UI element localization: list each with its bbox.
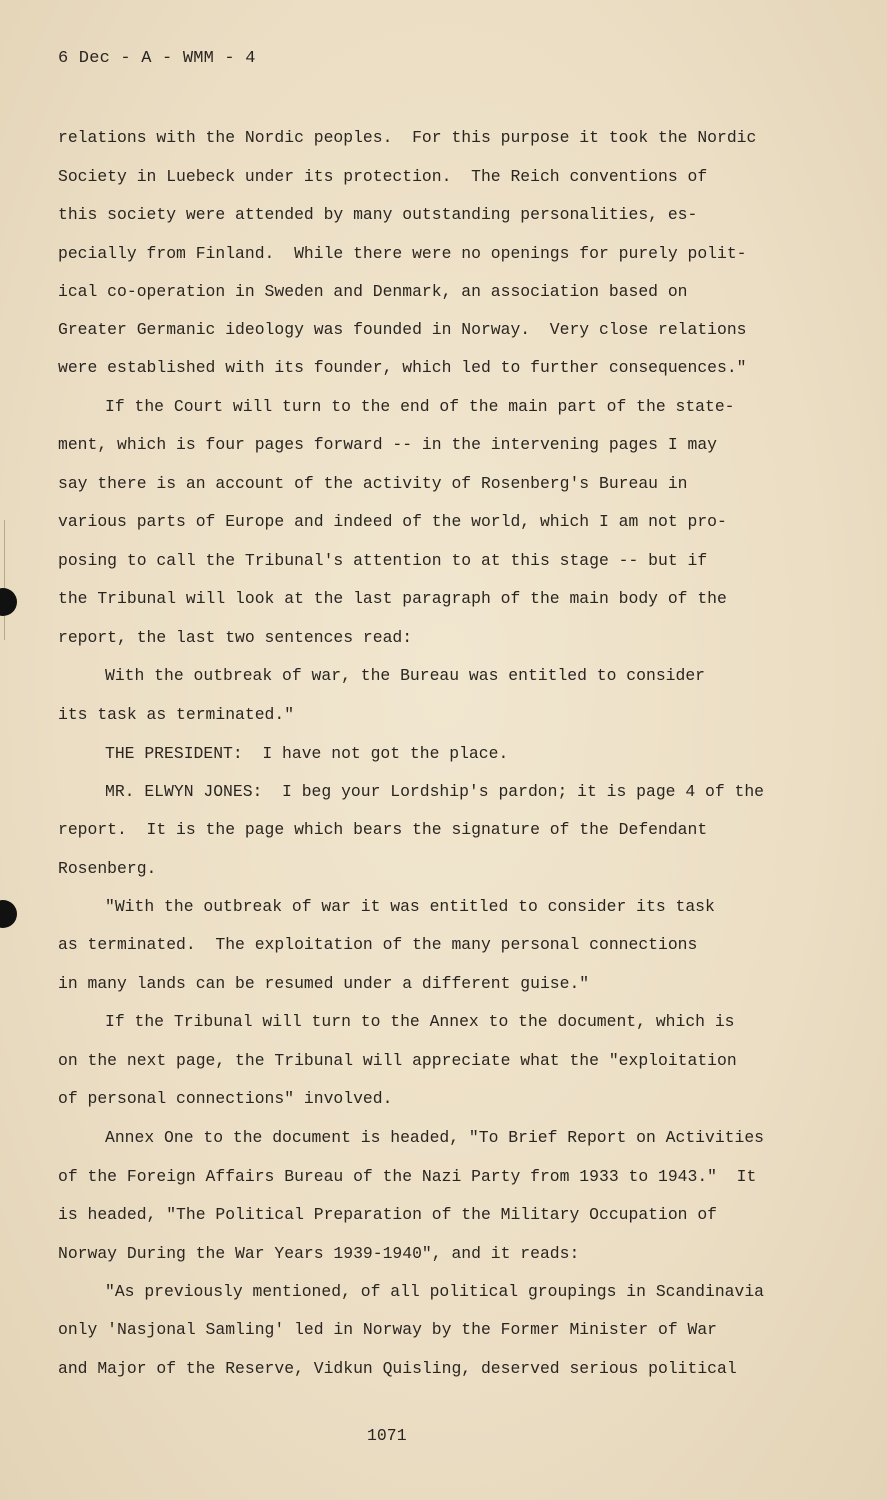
text-line: ical co-operation in Sweden and Denmark, an association based on	[58, 282, 688, 301]
text-line: ment, which is four pages forward -- in the intervening pages I may	[58, 435, 718, 454]
page-edge-mark	[4, 520, 5, 640]
text-line: "With the outbreak of war it was entitled to consider its task	[105, 897, 715, 916]
text-line: Rosenberg.	[58, 859, 157, 878]
text-line: and Major of the Reserve, Vidkun Quisling, deserved serious political	[58, 1359, 737, 1378]
text-line: were established with its founder, which led to further consequences."	[58, 358, 747, 377]
text-line: posing to call the Tribunal's attention to at this stage -- but if	[58, 551, 708, 570]
text-line: in many lands can be resumed under a different guise."	[58, 974, 590, 993]
text-line: If the Court will turn to the end of the main part of the state-	[105, 397, 735, 416]
text-line: Society in Luebeck under its protection. The Reich conventions of	[58, 167, 708, 186]
text-line: report. It is the page which bears the signature of the Defendant	[58, 820, 708, 839]
page-header: 6 Dec - A - WMM - 4	[58, 49, 256, 68]
text-line: pecially from Finland. While there were no openings for purely polit-	[58, 244, 747, 263]
text-line: of the Foreign Affairs Bureau of the Nazi Party from 1933 to 1943." It	[58, 1167, 757, 1186]
text-line: relations with the Nordic peoples. For this purpose it took the Nordic	[58, 128, 757, 147]
text-line: Annex One to the document is headed, "To Brief Report on Activities	[105, 1128, 765, 1147]
text-line: is headed, "The Political Preparation of the Military Occupation of	[58, 1205, 718, 1224]
punch-hole	[0, 900, 17, 928]
text-line: its task as terminated."	[58, 705, 295, 724]
text-line: Norway During the War Years 1939-1940", and it reads:	[58, 1244, 580, 1263]
text-line: as terminated. The exploitation of the many personal connections	[58, 935, 698, 954]
text-line: If the Tribunal will turn to the Annex to the document, which is	[105, 1012, 735, 1031]
text-line: report, the last two sentences read:	[58, 628, 413, 647]
punch-hole	[0, 588, 17, 616]
text-line: of personal connections" involved.	[58, 1089, 393, 1108]
text-line: on the next page, the Tribunal will appreciate what the "exploitation	[58, 1051, 737, 1070]
page-number: 1071	[367, 1426, 407, 1445]
text-line: this society were attended by many outstanding personalities, es-	[58, 205, 698, 224]
text-line: THE PRESIDENT: I have not got the place.	[105, 744, 509, 763]
text-line: the Tribunal will look at the last paragraph of the main body of the	[58, 589, 727, 608]
text-line: say there is an account of the activity of Rosenberg's Bureau in	[58, 474, 688, 493]
text-line: MR. ELWYN JONES: I beg your Lordship's pardon; it is page 4 of the	[105, 782, 765, 801]
text-line: With the outbreak of war, the Bureau was entitled to consider	[105, 666, 705, 685]
text-line: "As previously mentioned, of all political groupings in Scandinavia	[105, 1282, 765, 1301]
text-line: Greater Germanic ideology was founded in Norway. Very close relations	[58, 320, 747, 339]
text-line: only 'Nasjonal Samling' led in Norway by the Former Minister of War	[58, 1320, 718, 1339]
text-line: various parts of Europe and indeed of the world, which I am not pro-	[58, 512, 727, 531]
